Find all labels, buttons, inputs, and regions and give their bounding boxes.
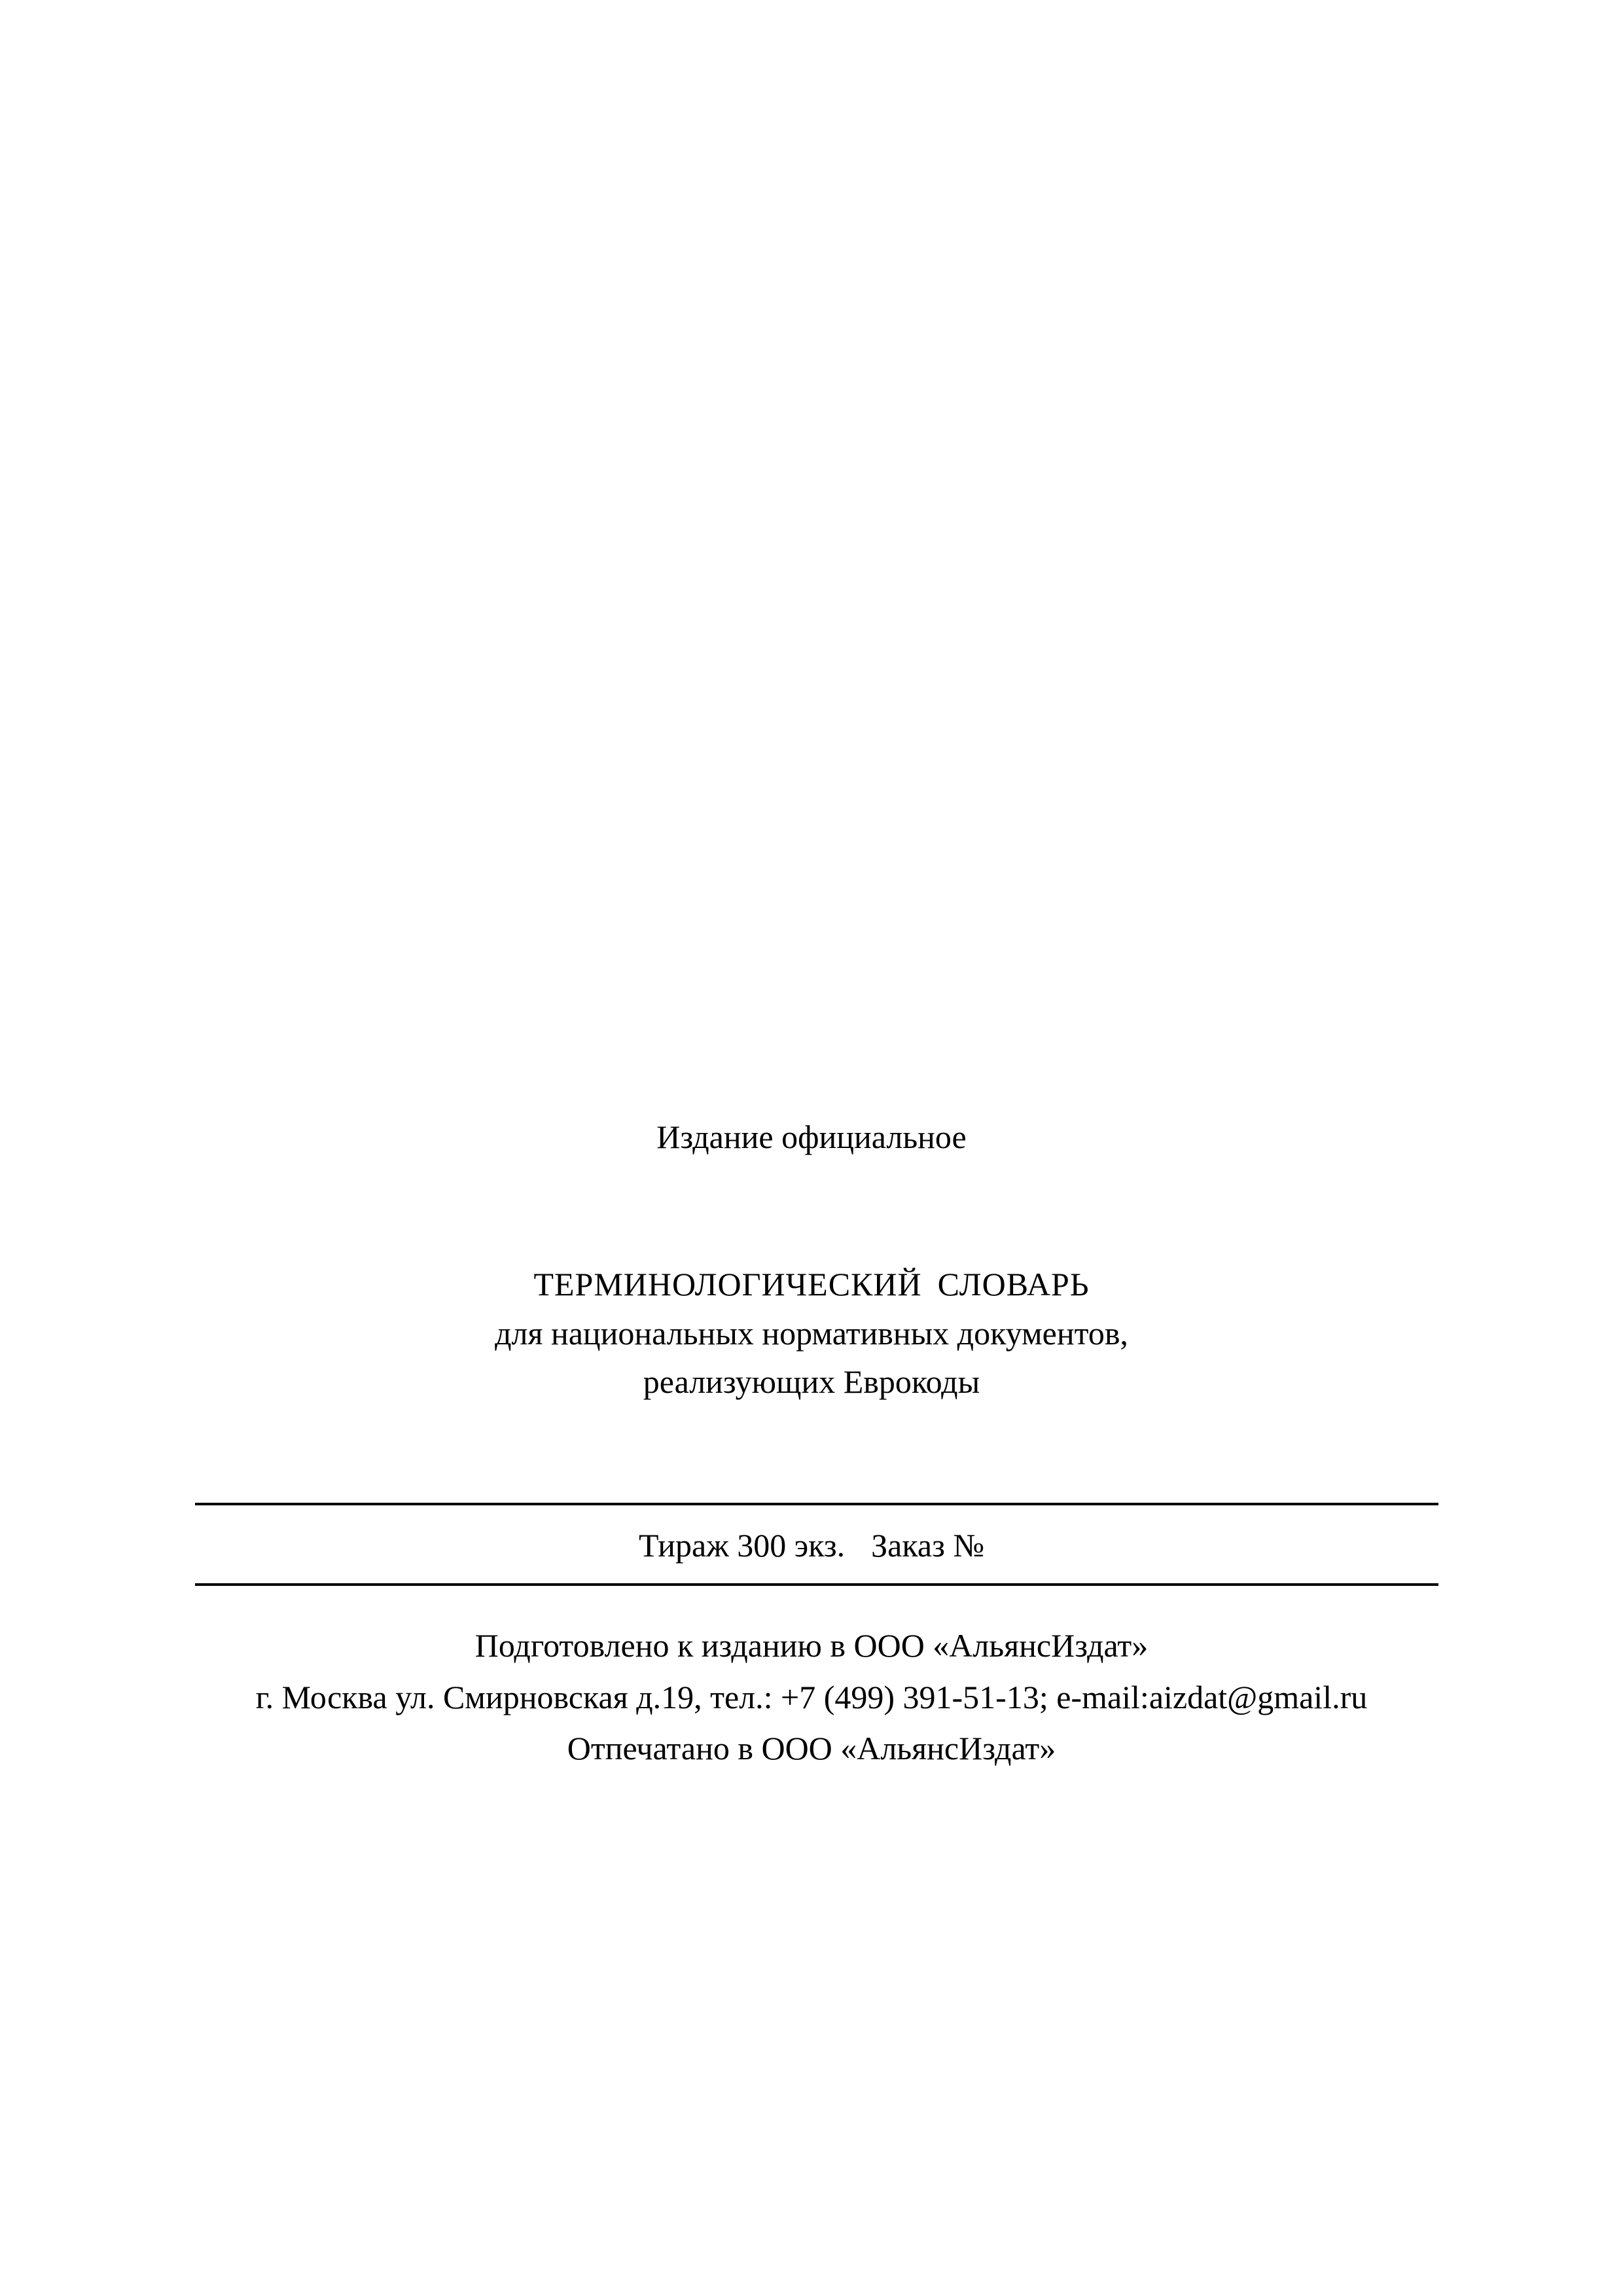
print-run-row: [0, 1526, 1623, 1565]
print-run: Тираж 300 экз.: [638, 1527, 846, 1564]
publisher-address: г. Москва ул. Смирновская д.19, тел.: +7 (499) 391-51-13; e-mail:aizdat@gmail.ru: [255, 1679, 1368, 1715]
edition-label: Издание официальное: [656, 1119, 967, 1155]
printed-by: Отпечатано в ООО «АльянсИздат»: [567, 1730, 1056, 1767]
bottom-divider: [195, 1583, 1438, 1586]
order-number: Заказ №: [871, 1527, 985, 1564]
subtitle-line-2: реализующих Еврокоды: [643, 1363, 980, 1400]
top-divider: [195, 1503, 1438, 1505]
title-word-2: СЛОВАРЬ: [937, 1266, 1090, 1302]
prepared-by: Подготовлено к изданию в ООО «АльянсИздат»: [474, 1627, 1149, 1664]
dictionary-title: [0, 1265, 1623, 1304]
title-word-1: ТЕРМИНОЛОГИЧЕСКИЙ: [533, 1266, 922, 1302]
subtitle-line-1: для национальных нормативных документов,: [495, 1315, 1128, 1352]
